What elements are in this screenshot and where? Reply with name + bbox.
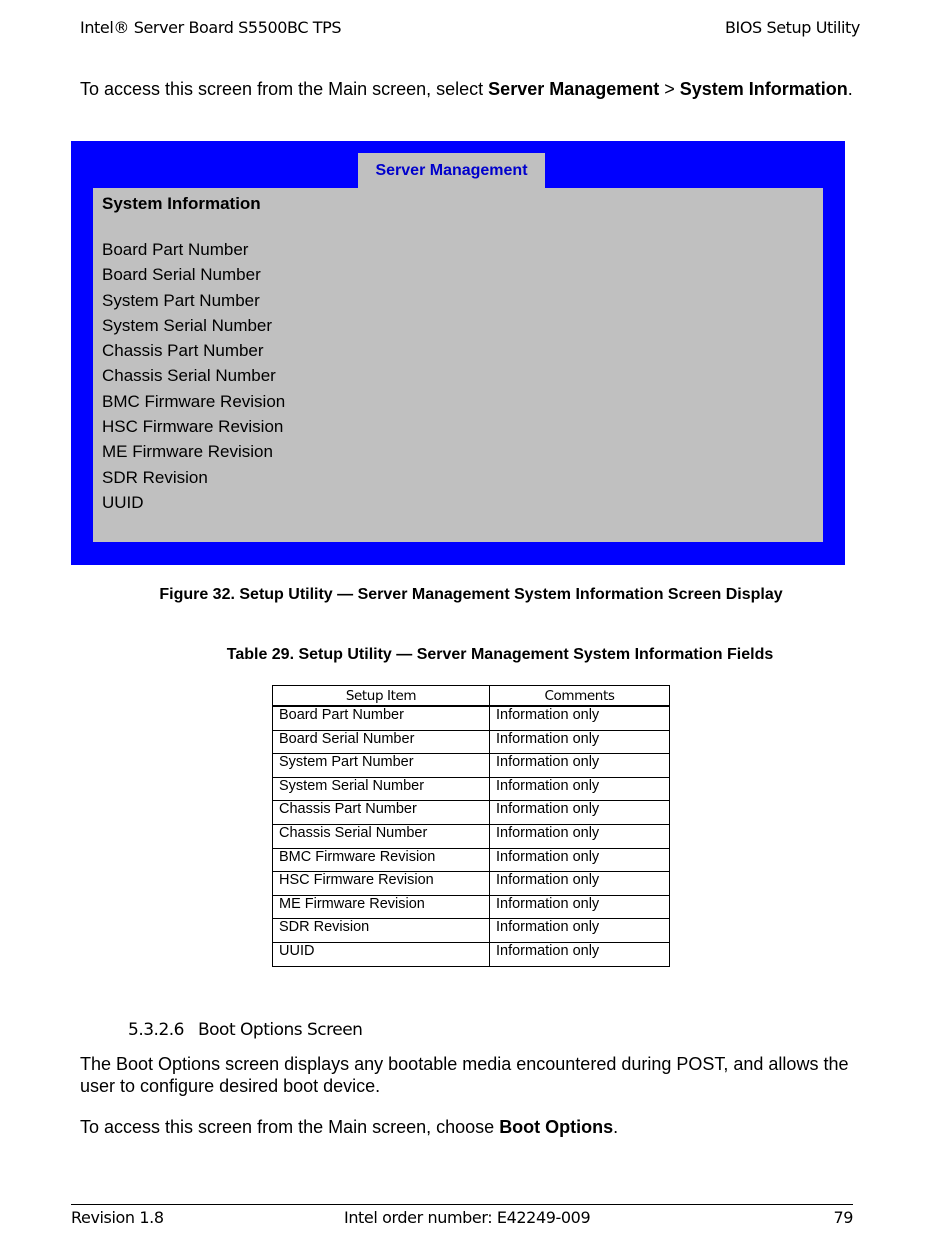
table-caption: Table 29. Setup Utility — Server Management System Information Fields — [226, 646, 774, 663]
comments-cell: Information only — [490, 919, 670, 943]
comments-cell: Information only — [490, 777, 670, 801]
intro-bold-server-management: Server Management — [488, 79, 660, 99]
footer-divider — [71, 1204, 853, 1205]
boot-options-description: The Boot Options screen displays any bootable media encountered during POST, and allows the user to configure desired boot device. — [80, 1054, 849, 1096]
column-header-comments: Comments — [490, 686, 670, 707]
bios-screen-figure — [71, 141, 845, 565]
bios-item: UUID — [102, 492, 144, 512]
bios-item: Board Serial Number — [102, 265, 261, 285]
setup-item-cell: HSC Firmware Revision — [273, 872, 490, 896]
boot-access-bold: Boot Options — [499, 1117, 614, 1137]
bios-item: BMC Firmware Revision — [102, 391, 286, 411]
comments-cell: Information only — [490, 706, 670, 730]
bios-item-list — [102, 237, 285, 515]
table-row — [273, 848, 670, 872]
section-number: 5.3.2.6 — [128, 1020, 184, 1040]
table-row — [273, 872, 670, 896]
bios-item: Chassis Part Number — [102, 341, 264, 361]
bios-item: SDR Revision — [102, 467, 208, 487]
table-row — [273, 730, 670, 754]
setup-item-cell: System Part Number — [273, 754, 490, 778]
comments-cell: Information only — [490, 942, 670, 966]
table-row — [273, 895, 670, 919]
table-row — [273, 919, 670, 943]
boot-options-access-paragraph — [80, 1116, 860, 1138]
table-row — [273, 824, 670, 848]
setup-item-cell: BMC Firmware Revision — [273, 848, 490, 872]
table-row — [273, 754, 670, 778]
bios-panel — [93, 188, 823, 542]
setup-item-cell: Board Serial Number — [273, 730, 490, 754]
bios-tab-server-management: Server Management — [358, 153, 545, 188]
comments-cell: Information only — [490, 754, 670, 778]
setup-item-cell: Chassis Part Number — [273, 801, 490, 825]
page-header-title: Intel® Server Board S5500BC TPS — [80, 18, 342, 37]
comments-cell: Information only — [490, 730, 670, 754]
setup-item-cell: SDR Revision — [273, 919, 490, 943]
figure-caption: Figure 32. Setup Utility — Server Management System Information Screen Display — [159, 586, 783, 603]
bios-heading: System Information — [102, 194, 261, 213]
boot-access-suffix: . — [613, 1117, 619, 1137]
comments-cell: Information only — [490, 872, 670, 896]
intro-separator: > — [659, 79, 680, 99]
setup-item-cell: Chassis Serial Number — [273, 824, 490, 848]
comments-cell: Information only — [490, 801, 670, 825]
intro-paragraph — [80, 78, 860, 100]
footer-revision: Revision 1.8 — [71, 1208, 164, 1227]
bios-item: Board Part Number — [102, 240, 249, 259]
bios-item: Chassis Serial Number — [102, 366, 276, 386]
table-row — [273, 706, 670, 730]
comments-cell: Information only — [490, 895, 670, 919]
comments-cell: Information only — [490, 824, 670, 848]
bios-item: System Serial Number — [102, 315, 273, 335]
fields-table — [272, 685, 670, 967]
setup-item-cell: System Serial Number — [273, 777, 490, 801]
section-title: Boot Options Screen — [197, 1020, 363, 1040]
setup-item-cell: ME Firmware Revision — [273, 895, 490, 919]
bios-item: System Part Number — [102, 290, 260, 310]
table-header-row — [273, 686, 670, 707]
page-header-section: BIOS Setup Utility — [724, 18, 860, 37]
footer-page-number: 79 — [833, 1208, 853, 1227]
footer-order-number: Intel order number: E42249-009 — [344, 1208, 591, 1227]
bios-item: ME Firmware Revision — [102, 442, 273, 462]
column-header-setup-item: Setup Item — [273, 686, 490, 707]
bios-item: HSC Firmware Revision — [102, 417, 284, 437]
table-row — [273, 942, 670, 966]
intro-suffix: . — [847, 79, 853, 99]
boot-access-text: To access this screen from the Main screen, choose — [80, 1117, 500, 1137]
table-row — [273, 777, 670, 801]
comments-cell: Information only — [490, 848, 670, 872]
setup-item-cell: UUID — [273, 942, 490, 966]
intro-bold-system-information: System Information — [679, 79, 848, 99]
table-row — [273, 801, 670, 825]
section-heading — [128, 1020, 362, 1040]
intro-text: To access this screen from the Main screen, select — [80, 79, 489, 99]
setup-item-cell: Board Part Number — [273, 706, 490, 730]
